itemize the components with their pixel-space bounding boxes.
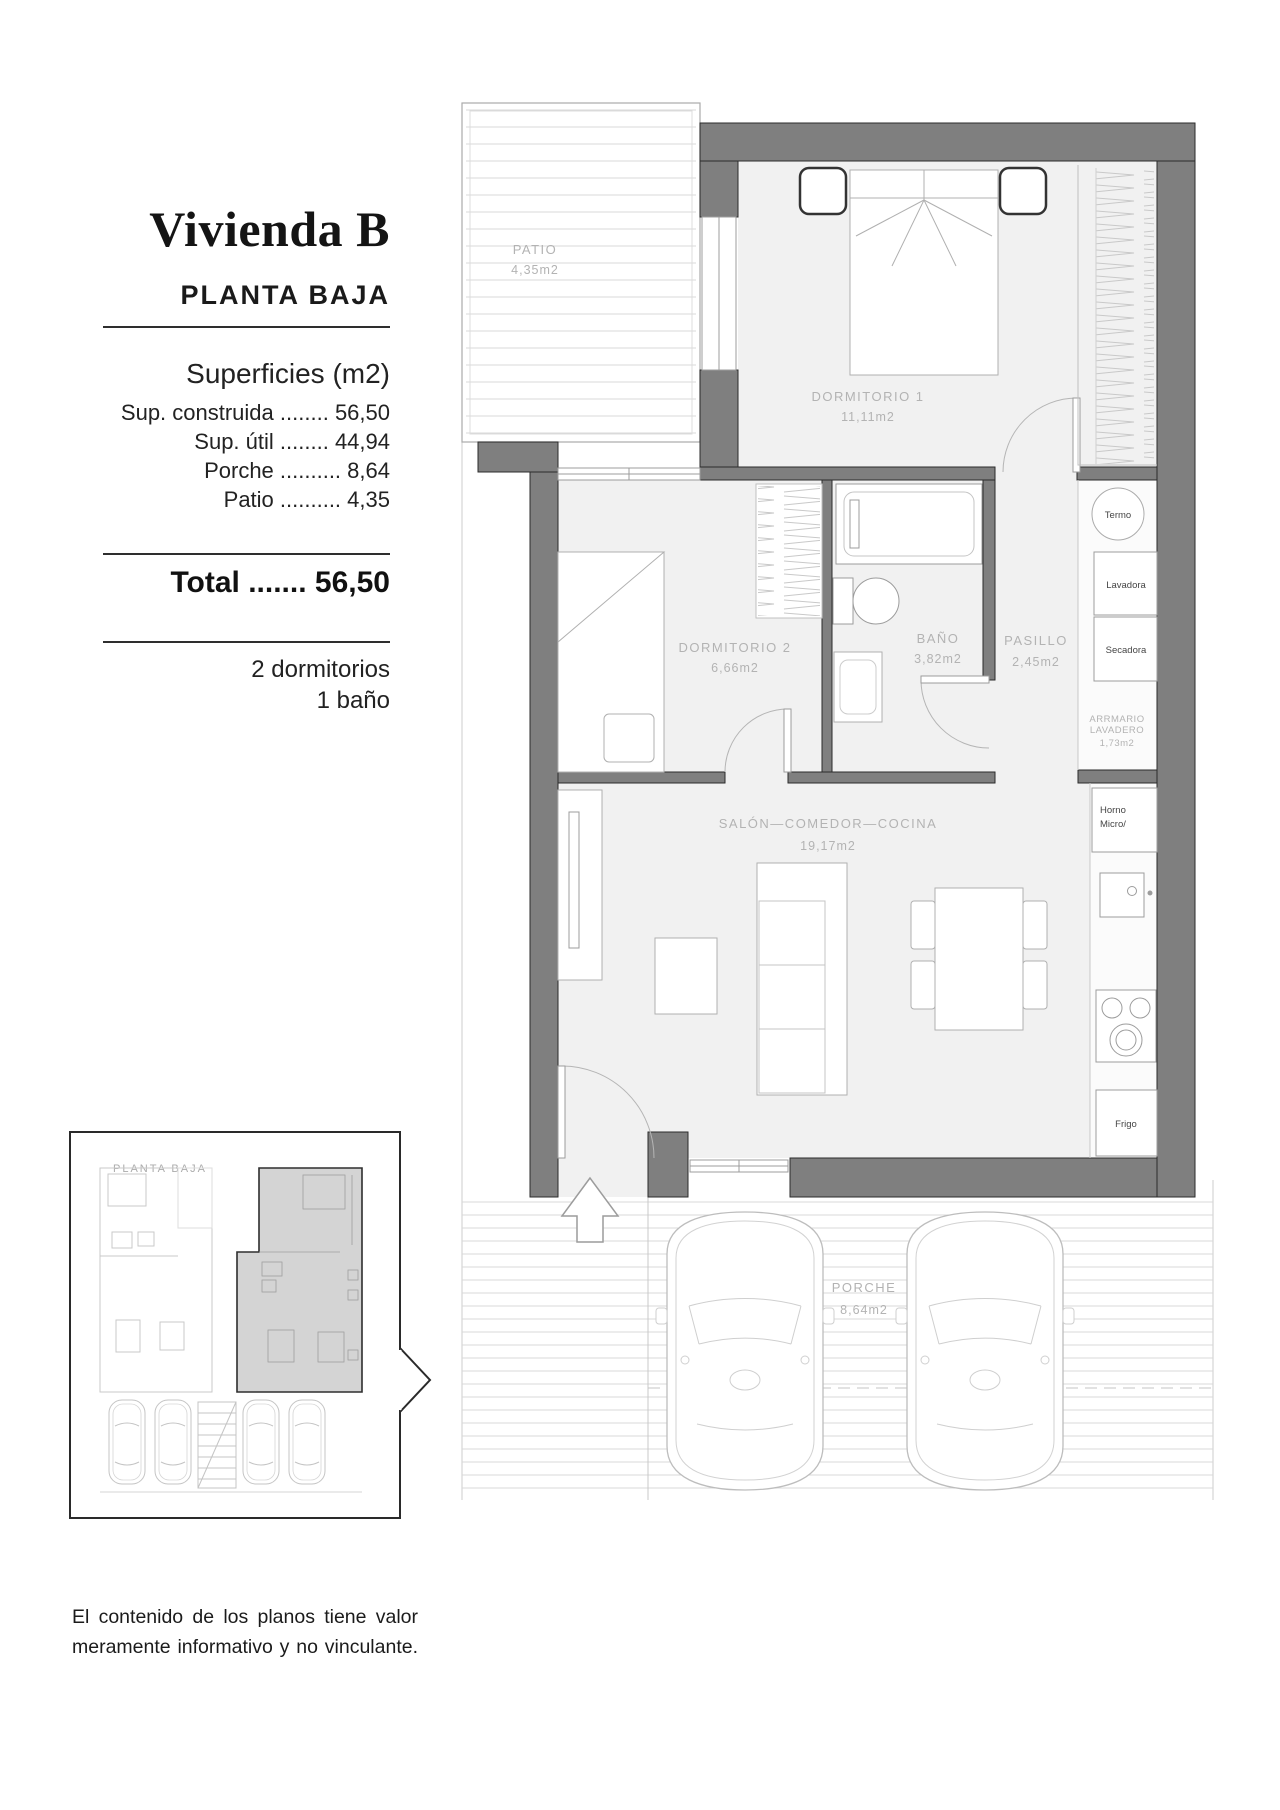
surface-label: Porche xyxy=(204,458,274,483)
horno-label-2: Micro/ xyxy=(1100,819,1126,830)
porch-paving xyxy=(462,1197,1213,1500)
pasillo-area: 2,45m2 xyxy=(1012,655,1060,669)
window xyxy=(558,468,700,480)
key-plan-title: PLANTA BAJA xyxy=(113,1163,207,1175)
salon-label: SALÓN—COMEDOR—COCINA xyxy=(718,816,938,831)
patio-area: 4,35m2 xyxy=(511,263,559,277)
dormitorio2-area: 6,66m2 xyxy=(711,661,759,675)
closet-hatch xyxy=(758,486,820,616)
disclaimer-line-1: El contenido de los planos tiene valor xyxy=(72,1606,418,1628)
cooktop xyxy=(1096,990,1156,1062)
key-plan-pointer xyxy=(400,1348,430,1412)
dormitorio1-area: 11,11m2 xyxy=(841,410,895,424)
armario-area: 1,73m2 xyxy=(1099,738,1135,749)
coffee-table xyxy=(655,938,717,1014)
total-value: 56,50 xyxy=(314,566,390,599)
double-bed xyxy=(850,170,998,375)
salon-area: 19,17m2 xyxy=(800,839,856,853)
site-key-plan xyxy=(55,1120,450,1530)
patio-label: PATIO xyxy=(512,242,558,257)
feature-bathrooms: 1 baño xyxy=(316,687,390,714)
porche-label: PORCHE xyxy=(831,1280,897,1295)
surface-row xyxy=(121,456,390,485)
surface-value: 4,35 xyxy=(347,487,390,512)
window xyxy=(702,217,736,370)
washbasin xyxy=(834,652,882,722)
divider xyxy=(103,553,390,555)
surface-value: 8,64 xyxy=(347,458,390,483)
chair xyxy=(911,901,935,949)
disclaimer xyxy=(72,1602,418,1662)
total-row xyxy=(170,566,390,600)
patio xyxy=(462,103,700,442)
dormitorio1-label: DORMITORIO 1 xyxy=(811,389,925,404)
surface-label: Sup. construida xyxy=(120,400,274,425)
dot-leader: .......... xyxy=(279,487,342,512)
chair xyxy=(1023,961,1047,1009)
surfaces-heading: Superficies (m2) xyxy=(186,358,390,389)
surface-row xyxy=(121,427,390,456)
dot-leader: ........ xyxy=(279,429,329,454)
chair xyxy=(911,961,935,1009)
horno-label-1: Horno xyxy=(1100,805,1126,816)
toilet xyxy=(833,578,899,624)
closet-hatch xyxy=(1096,168,1154,464)
chair xyxy=(1023,901,1047,949)
window xyxy=(690,1160,788,1172)
dot-leader: ....... xyxy=(248,566,307,599)
surface-value: 56,50 xyxy=(334,400,390,425)
single-bed xyxy=(558,552,664,772)
floor-subtitle: PLANTA BAJA xyxy=(180,280,390,310)
divider xyxy=(103,641,390,643)
bano-area: 3,82m2 xyxy=(914,652,962,666)
nightstand xyxy=(800,168,846,214)
main-floor-plan xyxy=(440,90,1230,1510)
surface-table xyxy=(121,398,390,514)
total-label: Total xyxy=(170,566,240,599)
surface-row xyxy=(121,485,390,514)
termo-label: Termo xyxy=(1104,510,1132,521)
disclaimer-line-2: meramente informativo y no vinculante. xyxy=(72,1636,418,1658)
pasillo-label: PASILLO xyxy=(1004,633,1068,648)
divider xyxy=(103,326,390,328)
surface-label: Sup. útil xyxy=(194,429,274,454)
bathtub xyxy=(836,484,982,564)
dot-leader: ........ xyxy=(279,400,329,425)
unit-title: Vivienda B xyxy=(149,201,390,257)
surface-value: 44,94 xyxy=(334,429,390,454)
dormitorio2-label: DORMITORIO 2 xyxy=(678,640,792,655)
bano-label: BAÑO xyxy=(916,631,960,646)
armario-label-2: LAVADERO xyxy=(1089,725,1145,736)
tv-sideboard xyxy=(558,790,602,980)
kitchen-sink xyxy=(1100,873,1152,917)
lavadora-label: Lavadora xyxy=(1106,580,1146,591)
porche-area: 8,64m2 xyxy=(840,1303,888,1317)
key-plan-parking xyxy=(100,1400,362,1492)
features xyxy=(251,654,390,716)
feature-bedrooms: 2 dormitorios xyxy=(251,656,390,683)
armario-label-1: ARRMARIO xyxy=(1089,714,1145,725)
stairs-icon xyxy=(198,1402,236,1488)
nightstand xyxy=(1000,168,1046,214)
surface-label: Patio xyxy=(223,487,274,512)
dot-leader: .......... xyxy=(279,458,342,483)
frigo-label: Frigo xyxy=(1115,1119,1137,1130)
sofa xyxy=(757,863,847,1095)
surface-row xyxy=(121,398,390,427)
secadora-label: Secadora xyxy=(1105,645,1147,656)
